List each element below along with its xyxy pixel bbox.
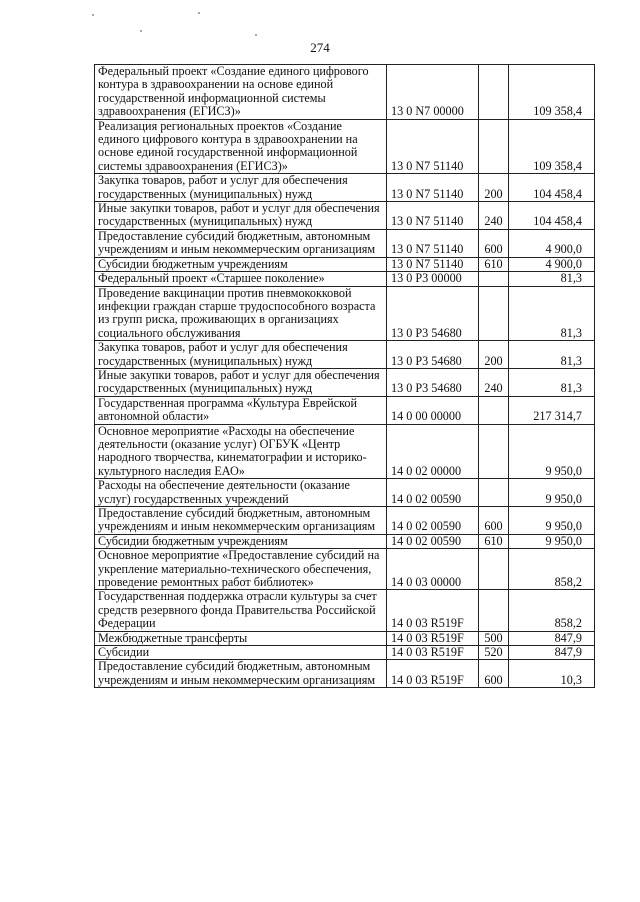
table-row <box>95 646 595 660</box>
scan-speck <box>140 30 142 32</box>
row-code: 14 0 03 R519F <box>387 646 479 660</box>
row-code: 14 0 03 00000 <box>387 549 479 590</box>
row-amount: 847,9 <box>509 631 595 645</box>
row-name: Расходы на обеспечение деятельности (оказание услуг) государственных учреждений <box>95 479 387 507</box>
row-code: 14 0 02 00000 <box>387 424 479 479</box>
row-expense-type <box>479 119 509 174</box>
row-code: 13 0 N7 51140 <box>387 119 479 174</box>
table-row <box>95 507 595 535</box>
row-code: 13 0 P3 54680 <box>387 368 479 396</box>
row-expense-type <box>479 549 509 590</box>
row-name: Закупка товаров, работ и услуг для обеспечения государственных (муниципальных) нужд <box>95 174 387 202</box>
row-amount: 217 314,7 <box>509 396 595 424</box>
row-amount: 81,3 <box>509 368 595 396</box>
row-expense-type <box>479 424 509 479</box>
row-name: Субсидии <box>95 646 387 660</box>
row-expense-type: 240 <box>479 202 509 230</box>
page-number: 274 <box>310 40 330 55</box>
scan-speck <box>198 12 200 14</box>
table-row <box>95 174 595 202</box>
row-code: 14 0 03 R519F <box>387 590 479 631</box>
row-code: 13 0 P3 54680 <box>387 286 479 341</box>
row-name: Федеральный проект «Создание единого цифрового контура в здравоохранении на основе единой государственной информационной системы здравоохранения (ЕГИСЗ)» <box>95 65 387 120</box>
row-name: Федеральный проект «Старшее поколение» <box>95 272 387 286</box>
row-code: 14 0 02 00590 <box>387 507 479 535</box>
row-amount: 109 358,4 <box>509 119 595 174</box>
budget-table-body <box>95 65 595 688</box>
row-code: 13 0 N7 51140 <box>387 229 479 257</box>
row-expense-type <box>479 479 509 507</box>
row-name: Государственная поддержка отрасли культуры за счет средств резервного фонда Правительства Российской Федерации <box>95 590 387 631</box>
row-amount: 81,3 <box>509 286 595 341</box>
table-row <box>95 590 595 631</box>
table-row <box>95 272 595 286</box>
row-expense-type: 610 <box>479 534 509 548</box>
row-name: Закупка товаров, работ и услуг для обеспечения государственных (муниципальных) нужд <box>95 341 387 369</box>
row-code: 14 0 00 00000 <box>387 396 479 424</box>
budget-table <box>94 64 595 688</box>
row-amount: 9 950,0 <box>509 479 595 507</box>
row-code: 13 0 N7 51140 <box>387 174 479 202</box>
table-row <box>95 368 595 396</box>
table-row <box>95 229 595 257</box>
row-expense-type: 600 <box>479 660 509 688</box>
row-expense-type: 600 <box>479 229 509 257</box>
row-code: 13 0 P3 00000 <box>387 272 479 286</box>
row-code: 14 0 02 00590 <box>387 479 479 507</box>
row-code: 13 0 N7 51140 <box>387 202 479 230</box>
row-code: 13 0 N7 51140 <box>387 257 479 271</box>
row-expense-type <box>479 272 509 286</box>
row-name: Реализация региональных проектов «Создание единого цифрового контура в здравоохранении на основе единой государственной информационной системы здравоохранения (ЕГИСЗ)» <box>95 119 387 174</box>
row-expense-type: 200 <box>479 341 509 369</box>
row-name: Основное мероприятие «Расходы на обеспечение деятельности (оказание услуг) ОГБУК «Центр народного творчества, кинематографии и историко-культурного наследия ЕАО» <box>95 424 387 479</box>
row-amount: 9 950,0 <box>509 507 595 535</box>
row-name: Субсидии бюджетным учреждениям <box>95 534 387 548</box>
table-row <box>95 286 595 341</box>
row-amount: 847,9 <box>509 646 595 660</box>
row-code: 14 0 03 R519F <box>387 631 479 645</box>
row-amount: 81,3 <box>509 341 595 369</box>
row-expense-type: 500 <box>479 631 509 645</box>
row-expense-type <box>479 65 509 120</box>
row-amount: 104 458,4 <box>509 174 595 202</box>
row-expense-type: 600 <box>479 507 509 535</box>
row-amount: 4 900,0 <box>509 229 595 257</box>
row-expense-type: 520 <box>479 646 509 660</box>
row-name: Предоставление субсидий бюджетным, автономным учреждениям и иным некоммерческим организациям <box>95 507 387 535</box>
row-name: Государственная программа «Культура Еврейской автономной области» <box>95 396 387 424</box>
row-expense-type <box>479 396 509 424</box>
row-amount: 10,3 <box>509 660 595 688</box>
row-expense-type: 200 <box>479 174 509 202</box>
row-name: Межбюджетные трансферты <box>95 631 387 645</box>
table-row <box>95 341 595 369</box>
row-name: Иные закупки товаров, работ и услуг для обеспечения государственных (муниципальных) нужд <box>95 202 387 230</box>
table-row <box>95 396 595 424</box>
row-amount: 9 950,0 <box>509 534 595 548</box>
row-name: Предоставление субсидий бюджетным, автономным учреждениям и иным некоммерческим организациям <box>95 660 387 688</box>
table-row <box>95 257 595 271</box>
row-amount: 858,2 <box>509 590 595 631</box>
row-name: Иные закупки товаров, работ и услуг для обеспечения государственных (муниципальных) нужд <box>95 368 387 396</box>
table-row <box>95 549 595 590</box>
scan-speck <box>92 14 94 16</box>
row-name: Субсидии бюджетным учреждениям <box>95 257 387 271</box>
row-amount: 81,3 <box>509 272 595 286</box>
row-amount: 858,2 <box>509 549 595 590</box>
row-expense-type <box>479 286 509 341</box>
table-row <box>95 534 595 548</box>
row-expense-type: 610 <box>479 257 509 271</box>
row-name: Проведение вакцинации против пневмококковой инфекции граждан старше трудоспособного возраста из групп риска, проживающих в организациях социального обслуживания <box>95 286 387 341</box>
row-code: 13 0 N7 00000 <box>387 65 479 120</box>
row-code: 14 0 03 R519F <box>387 660 479 688</box>
table-row <box>95 424 595 479</box>
table-row <box>95 660 595 688</box>
scan-speck <box>255 34 257 36</box>
row-amount: 109 358,4 <box>509 65 595 120</box>
row-code: 14 0 02 00590 <box>387 534 479 548</box>
row-amount: 104 458,4 <box>509 202 595 230</box>
row-name: Основное мероприятие «Предоставление субсидий на укрепление материально-технического обеспечения, проведение ремонтных работ библиотек» <box>95 549 387 590</box>
row-name: Предоставление субсидий бюджетным, автономным учреждениям и иным некоммерческим организациям <box>95 229 387 257</box>
table-row <box>95 202 595 230</box>
table-row <box>95 631 595 645</box>
table-row <box>95 479 595 507</box>
row-expense-type: 240 <box>479 368 509 396</box>
row-amount: 9 950,0 <box>509 424 595 479</box>
row-amount: 4 900,0 <box>509 257 595 271</box>
table-row <box>95 65 595 120</box>
row-code: 13 0 P3 54680 <box>387 341 479 369</box>
row-expense-type <box>479 590 509 631</box>
table-row <box>95 119 595 174</box>
